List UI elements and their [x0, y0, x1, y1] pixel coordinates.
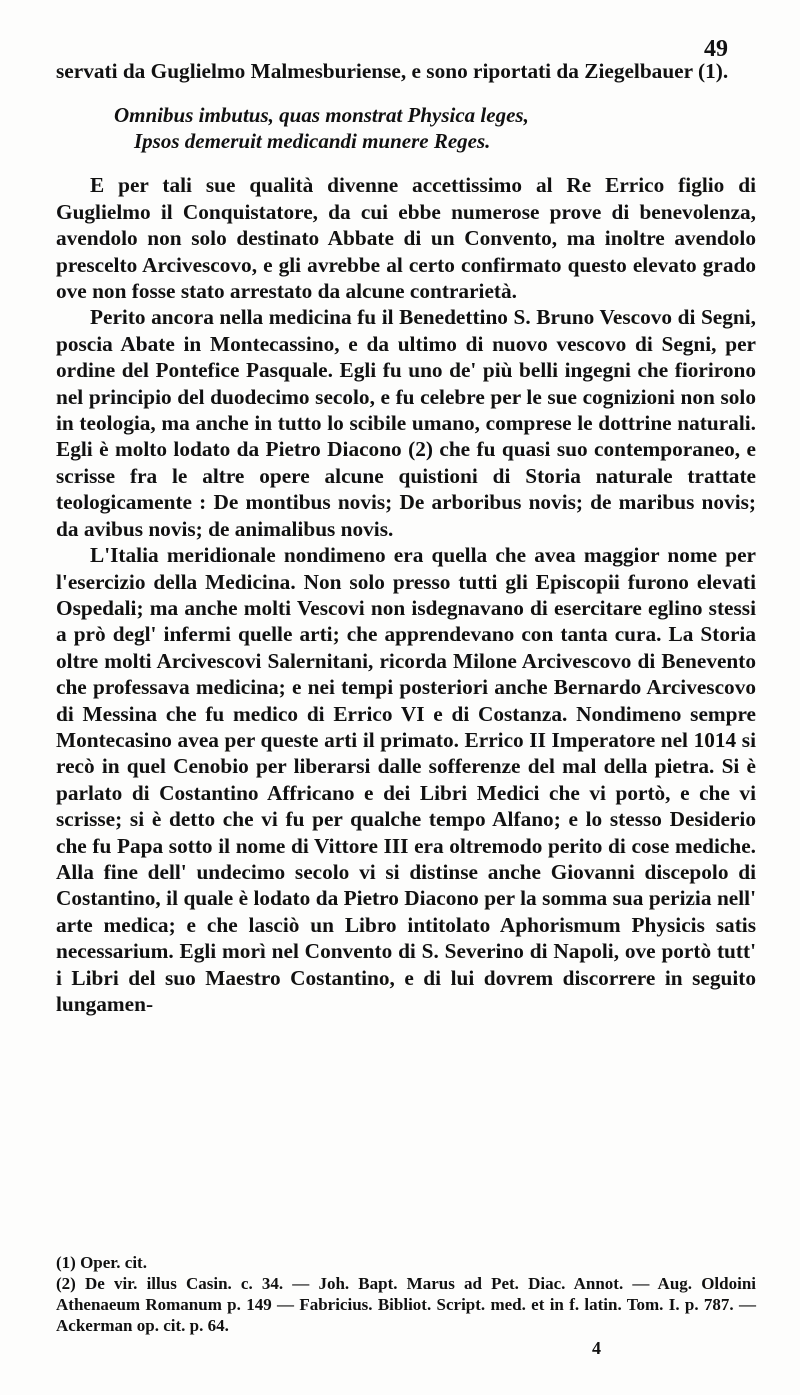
verse-line-2: Ipsos demeruit medicandi munere Reges.: [134, 129, 491, 154]
footnote-1: (1) Oper. cit.: [56, 1253, 147, 1272]
latin-verse: [114, 102, 756, 154]
intro-paragraph: servati da Guglielmo Malmesburiense, e sono riportati da Ziegelbauer (1).: [56, 59, 729, 83]
footnote-2: (2) De vir. illus Casin. c. 34. — Joh. Bapt. Marus ad Pet. Diac. Annot. — Aug. Oldoini Athenaeum Romanum p. 149 — Fabricius. Bibliot. Script. med. et in f. latin. Tom. I. p. 787. — Ackerman op. cit. p. 64.: [56, 1274, 756, 1335]
paragraph-bruno: Perito ancora nella medicina fu il Benedettino S. Bruno Vescovo di Segni, poscia Abate in Montecassino, e da ultimo di nuovo vescovo di Segni, per ordine del Pontefice Pasquale. Egli fu uno de' più belli ingegni che fiorirono nel principio del duodecimo secolo, e fu celebre per le sue cognizioni non solo in teologia, ma anche in tutto lo scibile umano, comprese le dottrine naturali. Egli è molto lodato da Pietro Diacono (2) che fu quasi suo contemporaneo, e scrisse fra le altre opere alcune quistioni di Storia naturale trattate teologicamente : De montibus novis; De arboribus novis; de maribus novis; da avibus novis; de animalibus novis.: [56, 305, 756, 541]
paragraph-italia: L'Italia meridionale nondimeno era quella che avea maggior nome per l'esercizio della Medicina. Non solo presso tutti gli Episcopii furono elevati Ospedali; ma anche molti Vescovi non isdegnavano di esercitare eglino stessi a prò degl' infermi quelle arti; che apprendevano con tanta cura. La Storia oltre molti Arcivescovi Salernitani, ricorda Milone Arcivescovo di Benevento che professava medicina; e nei tempi posteriori anche Bernardo Arcivescovo di Messina che fu medico di Errico VI e di Costanza. Nondimeno sempre Montecasino avea per queste arti il primato. Errico II Imperatore nel 1014 si recò in quel Cenobio per liberarsi dalle sofferenze del mal della pietra. Si è parlato di Costantino Affricano e dei Libri Medici che vi portò, e che vi scrisse; si è detto che vi fu per qualche tempo Alfano; e lo stesso Desiderio che fu Papa sotto il nome di Vittore III era oltremodo perito di cose mediche. Alla fine dell' undecimo secolo vi si distinse anche Giovanni discepolo di Costantino, il quale è lodato da Pietro Diacono per la somma sua perizia nell' arte medica; e che lasciò un Libro intitolato Aphorismum Physicis satis necessarium. Egli morì nel Convento di S. Severino di Napoli, ove portò tutt' i Libri del suo Maestro Costantino, e di lui dovrem discorrere in seguito lungamen-: [56, 543, 756, 1016]
verse-line-1: Omnibus imbutus, quas monstrat Physica leges,: [114, 103, 529, 128]
footnotes: [56, 1252, 756, 1336]
main-text: [56, 58, 756, 1017]
page-number: 49: [704, 36, 728, 62]
printer-signature-mark: 4: [592, 1338, 601, 1358]
paragraph-errico: E per tali sue qualità divenne accettissimo al Re Errico figlio di Guglielmo il Conquistatore, da cui ebbe numerose prove di benevolenza, avendolo non solo destinato Abbate di un Convento, ma inoltre avendolo prescelto Arcivescovo, e gli avrebbe al certo confirmato questo elevato grado ove non fosse stato arrestato da alcune contrarietà.: [56, 173, 756, 304]
